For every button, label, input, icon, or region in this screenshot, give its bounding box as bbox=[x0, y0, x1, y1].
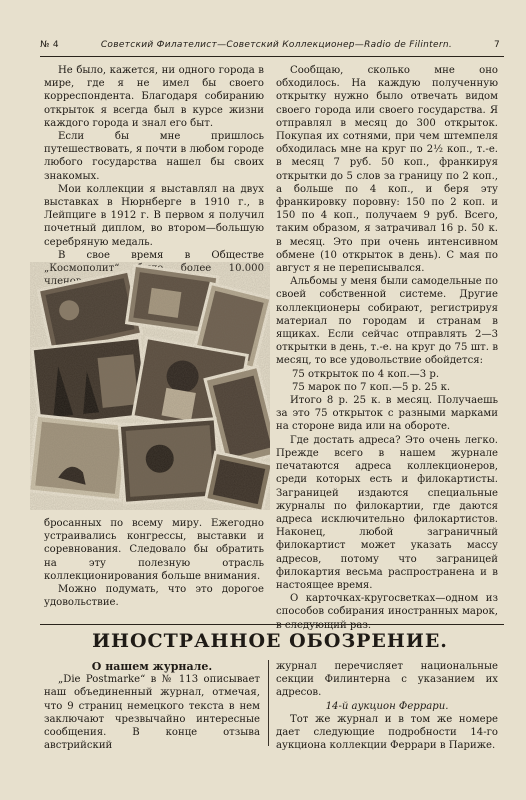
column-divider bbox=[268, 660, 269, 746]
calc-line bbox=[276, 368, 498, 381]
left-column-top bbox=[44, 64, 264, 288]
calc-item: 75 открыток по 4 коп. bbox=[292, 368, 410, 380]
running-header bbox=[40, 38, 500, 52]
paragraph: журнал перечисляет национальные секции Филинтерна с указанием их адресов. bbox=[276, 661, 498, 699]
postcard-collage-image bbox=[30, 262, 270, 510]
section-left-column bbox=[44, 660, 260, 752]
paragraph: Альбомы у меня были самодельные по своей собственной системе. Другие коллекционеры собирают, регистрируя материал по городам и странам в ящиках. Если сейчас отправлять 2—3 открытки в день, т.-е. на круг до 75 шт. в месяц, то все удовольствие обойдется: bbox=[276, 276, 498, 367]
paragraph: В свое время в Обществе bbox=[58, 249, 264, 261]
header-rule bbox=[40, 56, 504, 57]
issue-number: № 4 bbox=[40, 40, 59, 50]
section-title: ИНОСТРАННОЕ ОБОЗРЕНИЕ. bbox=[92, 630, 448, 652]
paragraph: Не было, кажется, ни одного города в мире, где я не имел бы своего корреспондента. Благодаря собиранию открыток я всегда был в курсе жизни каждого города и знал его быт. bbox=[44, 65, 264, 129]
paragraph: Где достать адреса? Это очень легко. Прежде всего в нашем журнале печатаются адреса коллекционеров, среди которых есть и филокартисты. Заграницей издаются специальные журналы по филокартии, где даются адреса исключительно филокартистов. Наконец, любой заграничный филокартист может указать массу адресов, потому что заграницей филокартия весьма распространена и в настоящее время. bbox=[276, 434, 498, 591]
paragraph: Если бы мне пришлось путешествовать, я почти в любом городе любого государства нашел бы своих знакомых. bbox=[44, 131, 264, 182]
paragraph: „Die Postmarke“ в № 113 описывает наш объединенный журнал, отмечая, что 9 страниц немецкого текста в нем заключают чрезвычайно интересные сообщения. В конце отзыва австрийский bbox=[44, 674, 260, 752]
section-rule bbox=[40, 624, 504, 625]
paragraph: Можно подумать, что это дорогое удовольствие. bbox=[44, 584, 264, 609]
paragraph: Тот же журнал и в том же номере дает следующие подробности 14-го аукциона коллекции Феррари в Париже. bbox=[276, 713, 498, 752]
calc-sum: —3 р. bbox=[409, 368, 440, 380]
calc-item: 75 марок по 7 коп. bbox=[292, 381, 392, 393]
calc-sum: —5 р. 25 к. bbox=[391, 381, 451, 393]
calc-line bbox=[276, 381, 498, 394]
paragraph: бросанных по всему миру. Ежегодно устраивались конгрессы, выставки и соревнования. Следовало бы обратить на эту полезную отрасль коллекционирования больше внимания. bbox=[44, 518, 264, 582]
paragraph: Сообщаю, сколько мне оно обходилось. На каждую полученную открытку нужно было отвечать видом своего города или своего государства. Я отправлял в месяц до 300 открыток. Покупая их сотнями, при чем штемпеля обходилась мне на круг по 2½ коп., т.-е. в месяц 7 руб. 50 коп., франкируя открытки до 5 слов за границу по 2 коп., а больше по 4 коп., и беря эту франкировку поровну: 150 по 2 коп. и 150 по 4 коп., получаем 9 руб. Всего, таким образом, я затрачивал 16 р. 50 к. в месяц. Это при очень интенсивном обмене (10 открыток в день). С мая по август я не переписывался. bbox=[276, 65, 498, 275]
journal-title: Советский Филателист—Советский Коллекционер—Radio de Filintern. bbox=[100, 40, 452, 50]
paragraph: О карточках-кругосветках—одном из способов собирания иностранных марок, в следующий раз. bbox=[276, 593, 498, 631]
paragraph: Итого 8 р. 25 к. в месяц. Получаешь за это 75 открыток с разными марками на стороне вида или на обороте. bbox=[276, 395, 498, 433]
paragraph: Мои коллекции я выставлял на двух выставках в Нюрнберге в 1910 г., в Лейпциге в 1912 г. В первом я получил почетный диплом, во втором—большую серебряную медаль. bbox=[44, 183, 264, 248]
right-column bbox=[276, 64, 498, 632]
subheading: О нашем журнале. bbox=[91, 660, 213, 673]
left-column-bottom bbox=[44, 517, 264, 609]
subheading: 14-й аукцион Феррари. bbox=[325, 700, 449, 712]
page-number: 7 bbox=[493, 40, 500, 50]
section-right-column bbox=[276, 660, 498, 752]
